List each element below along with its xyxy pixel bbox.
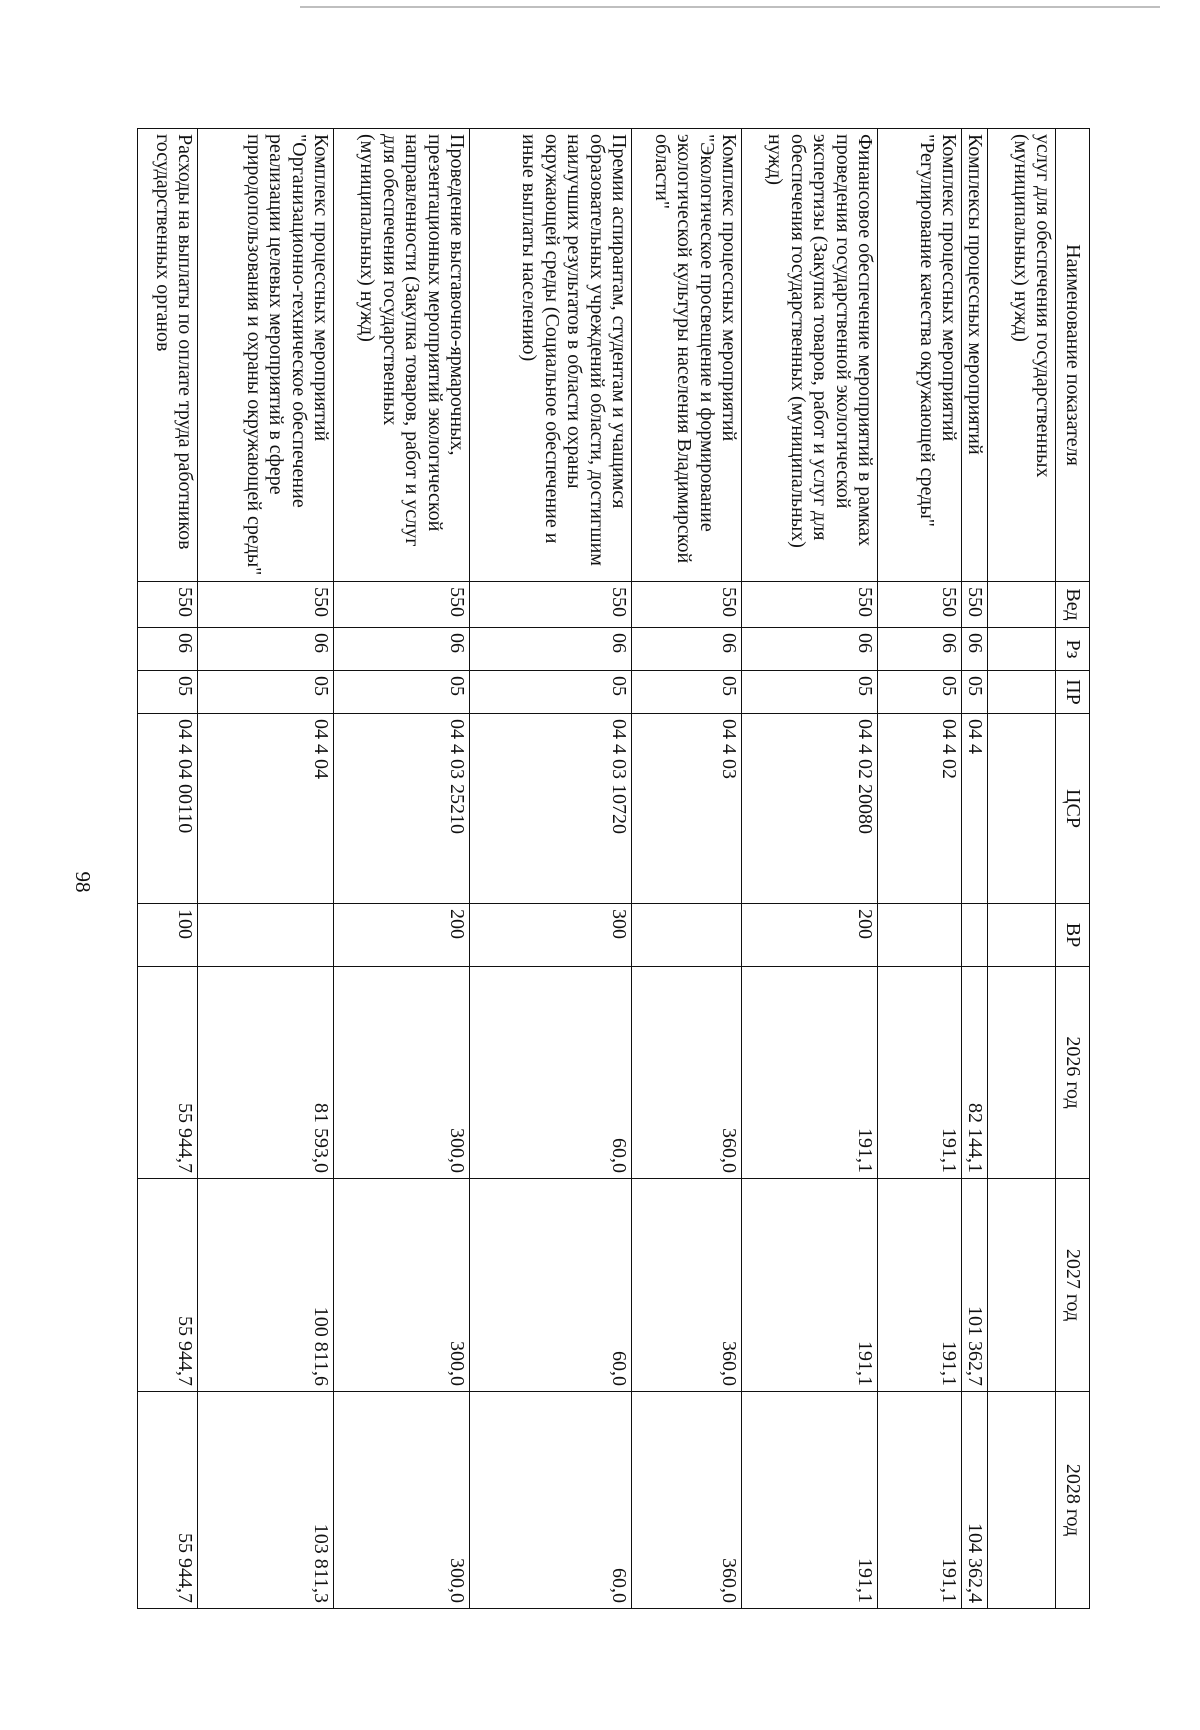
header-row (1056, 129, 1090, 1609)
cell-pr: 05 (632, 671, 742, 714)
cell-ved: 550 (138, 582, 198, 628)
table-row (470, 129, 632, 1609)
header-vr: ВР (1056, 904, 1090, 967)
header-csr: ЦСР (1056, 714, 1090, 904)
cell-rz: 06 (138, 628, 198, 671)
page-number: 98 (71, 871, 95, 893)
cell-csr: 04 4 02 (878, 714, 962, 904)
cell-ved: 550 (334, 582, 470, 628)
cell-pr (988, 671, 1056, 714)
cell-rz: 06 (962, 628, 988, 671)
cell-name: Комплексы процессных мероприятий (962, 129, 988, 582)
cell-2028: 300,0 (334, 1392, 470, 1609)
cell-2026: 191,1 (878, 967, 962, 1179)
table-row (632, 129, 742, 1609)
cell-vr (962, 904, 988, 967)
cell-2026: 81 593,0 (198, 967, 334, 1179)
header-2027: 2027 год (1056, 1179, 1090, 1392)
cell-csr: 04 4 03 25210 (334, 714, 470, 904)
header-pr: ПР (1056, 671, 1090, 714)
cell-csr: 04 4 (962, 714, 988, 904)
cell-name: Комплекс процессных мероприятий "Экологическое просвещение и формирование экологической культуры населения Владимирской области" (632, 129, 742, 582)
cell-name: Комплекс процессных мероприятий "Организационно-техническое обеспечение реализации целевых мероприятий в сфере природопользования и охраны окружающей среды" (198, 129, 334, 582)
cell-csr: 04 4 03 10720 (470, 714, 632, 904)
cell-name: Финансовое обеспечение мероприятий в рамках проведения государственной экологической экспертизы (Закупка товаров, работ и услуг для обеспечения государственных (муниципальных) нужд) (742, 129, 878, 582)
cell-2026: 55 944,7 (138, 967, 198, 1179)
cell-rz: 06 (334, 628, 470, 671)
cell-vr: 300 (470, 904, 632, 967)
table-row (198, 129, 334, 1609)
table-row (962, 129, 988, 1609)
cell-pr: 05 (470, 671, 632, 714)
table-row (742, 129, 878, 1609)
cell-ved: 550 (470, 582, 632, 628)
cell-ved: 550 (198, 582, 334, 628)
cell-name: Комплекс процессных мероприятий "Регулирование качества окружающей среды" (878, 129, 962, 582)
table-row (988, 129, 1056, 1609)
cell-vr (198, 904, 334, 967)
cell-ved: 550 (962, 582, 988, 628)
cell-rz: 06 (742, 628, 878, 671)
cell-2027: 101 362,7 (962, 1179, 988, 1392)
cell-vr: 200 (742, 904, 878, 967)
cell-2028: 191,1 (878, 1392, 962, 1609)
cell-pr: 05 (198, 671, 334, 714)
cell-rz (988, 628, 1056, 671)
budget-table (137, 128, 1090, 1609)
cell-rz: 06 (878, 628, 962, 671)
header-ved: Вед (1056, 582, 1090, 628)
cell-pr: 05 (742, 671, 878, 714)
cell-pr: 05 (138, 671, 198, 714)
cell-name: Расходы на выплаты по оплате труда работников государственных органов (138, 129, 198, 582)
cell-2027: 300,0 (334, 1179, 470, 1392)
cell-2028: 60,0 (470, 1392, 632, 1609)
cell-2028: 191,1 (742, 1392, 878, 1609)
header-rz: Рз (1056, 628, 1090, 671)
rotated-page-content (151, 128, 1090, 1608)
cell-csr: 04 4 02 20080 (742, 714, 878, 904)
cell-2026: 300,0 (334, 967, 470, 1179)
cell-2028: 103 811,3 (198, 1392, 334, 1609)
cell-vr: 200 (334, 904, 470, 967)
cell-2028: 55 944,7 (138, 1392, 198, 1609)
header-name: Наименование показателя (1056, 129, 1090, 582)
cell-2027: 60,0 (470, 1179, 632, 1392)
cell-ved (988, 582, 1056, 628)
cell-2026: 82 144,1 (962, 967, 988, 1179)
cell-pr: 05 (878, 671, 962, 714)
cell-2028: 104 362,4 (962, 1392, 988, 1609)
cell-2027: 360,0 (632, 1179, 742, 1392)
cell-csr (988, 714, 1056, 904)
cell-2026: 191,1 (742, 967, 878, 1179)
cell-rz: 06 (198, 628, 334, 671)
cell-2027 (988, 1179, 1056, 1392)
cell-vr (878, 904, 962, 967)
table-row (334, 129, 470, 1609)
cell-vr (988, 904, 1056, 967)
cell-2026 (988, 967, 1056, 1179)
cell-ved: 550 (632, 582, 742, 628)
cell-2027: 100 811,6 (198, 1179, 334, 1392)
cell-vr: 100 (138, 904, 198, 967)
table-row (138, 129, 198, 1609)
cell-vr (632, 904, 742, 967)
cell-csr: 04 4 03 (632, 714, 742, 904)
cell-name: Премии аспирантам, студентам и учащимся образовательных учреждений области, достигшим наилучших результатов в области охраны окружающей среды (Социальное обеспечение и иные выплаты населению) (470, 129, 632, 582)
cell-2028: 360,0 (632, 1392, 742, 1609)
header-2026: 2026 год (1056, 967, 1090, 1179)
cell-2027: 55 944,7 (138, 1179, 198, 1392)
cell-ved: 550 (742, 582, 878, 628)
cell-2027: 191,1 (878, 1179, 962, 1392)
cell-pr: 05 (962, 671, 988, 714)
cell-2026: 360,0 (632, 967, 742, 1179)
cell-csr: 04 4 04 00110 (138, 714, 198, 904)
cell-rz: 06 (632, 628, 742, 671)
cell-2027: 191,1 (742, 1179, 878, 1392)
cell-2026: 60,0 (470, 967, 632, 1179)
top-rule (300, 6, 1160, 8)
cell-ved: 550 (878, 582, 962, 628)
cell-rz: 06 (470, 628, 632, 671)
cell-2028 (988, 1392, 1056, 1609)
cell-csr: 04 4 04 (198, 714, 334, 904)
header-2028: 2028 год (1056, 1392, 1090, 1609)
cell-name: Проведение выставочно-ярмарочных, презентационных мероприятий экологической направленности (Закупка товаров, работ и услуг для обеспечения государственных (муниципальных) нужд) (334, 129, 470, 582)
table-row (878, 129, 962, 1609)
cell-pr: 05 (334, 671, 470, 714)
cell-name: услуг для обеспечения государственных (муниципальных) нужд) (988, 129, 1056, 582)
